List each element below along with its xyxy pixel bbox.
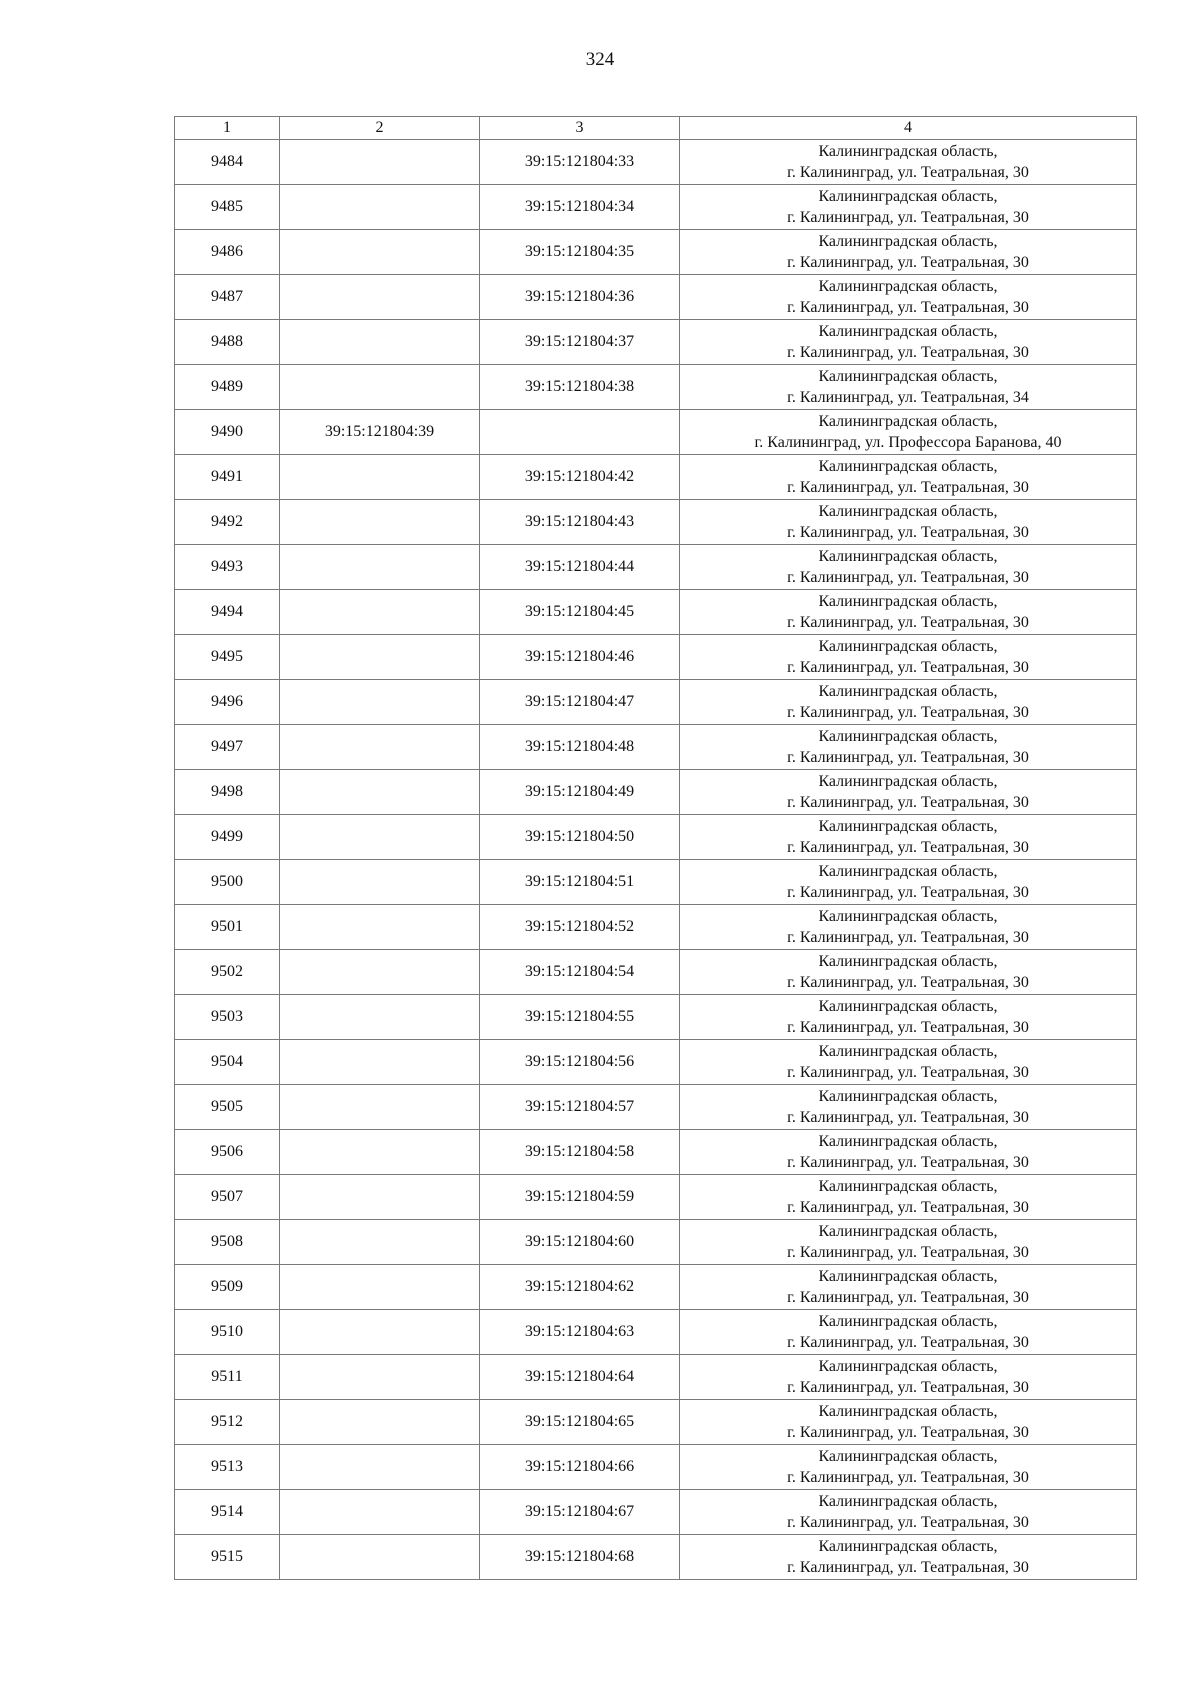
address-cell bbox=[680, 1220, 1137, 1265]
row-number: 9507 bbox=[175, 1175, 280, 1220]
row-number: 9501 bbox=[175, 905, 280, 950]
row-number: 9504 bbox=[175, 1040, 280, 1085]
address-street-line: г. Калининград, ул. Театральная, 30 bbox=[787, 254, 1029, 271]
address-street-line: г. Калининград, ул. Театральная, 30 bbox=[787, 344, 1029, 361]
cadastral-number-col3: 39:15:121804:68 bbox=[480, 1535, 680, 1580]
address-region-line: Калининградская область, bbox=[818, 1042, 998, 1060]
cadastral-number-col2 bbox=[280, 1265, 480, 1310]
table-row bbox=[175, 1130, 1137, 1175]
address-region-line: Калининградская область, bbox=[818, 1222, 998, 1240]
cadastral-number-col3: 39:15:121804:64 bbox=[480, 1355, 680, 1400]
table-row bbox=[175, 950, 1137, 995]
address-region-line: Калининградская область, bbox=[818, 1267, 998, 1285]
row-number: 9490 bbox=[175, 410, 280, 455]
address-region-line: Калининградская область, bbox=[818, 637, 998, 655]
cadastral-number-col2 bbox=[280, 1085, 480, 1130]
address-cell bbox=[680, 410, 1137, 455]
row-number: 9485 bbox=[175, 185, 280, 230]
table-row bbox=[175, 1490, 1137, 1535]
cadastral-number-col2 bbox=[280, 860, 480, 905]
cadastral-number-col3: 39:15:121804:49 bbox=[480, 770, 680, 815]
address-street-line: г. Калининград, ул. Театральная, 30 bbox=[787, 1064, 1029, 1081]
table-row bbox=[175, 1175, 1137, 1220]
address-street-line: г. Калининград, ул. Профессора Баранова, 40 bbox=[754, 434, 1062, 451]
cadastral-number-col2 bbox=[280, 1130, 480, 1175]
address-cell bbox=[680, 1310, 1137, 1355]
address-cell bbox=[680, 860, 1137, 905]
cadastral-number-col3: 39:15:121804:37 bbox=[480, 320, 680, 365]
row-number: 9493 bbox=[175, 545, 280, 590]
cadastral-number-col2 bbox=[280, 770, 480, 815]
address-region-line: Калининградская область, bbox=[818, 1177, 998, 1195]
cadastral-number-col3: 39:15:121804:67 bbox=[480, 1490, 680, 1535]
address-street-line: г. Калининград, ул. Театральная, 30 bbox=[787, 164, 1029, 181]
cadastral-number-col3: 39:15:121804:65 bbox=[480, 1400, 680, 1445]
cadastral-number-col2 bbox=[280, 680, 480, 725]
address-cell bbox=[680, 545, 1137, 590]
cadastral-number-col3: 39:15:121804:66 bbox=[480, 1445, 680, 1490]
registry-table-body bbox=[175, 117, 1137, 1580]
address-cell bbox=[680, 680, 1137, 725]
cadastral-number-col3: 39:15:121804:36 bbox=[480, 275, 680, 320]
address-region-line: Калининградская область, bbox=[818, 1447, 998, 1465]
cadastral-number-col3: 39:15:121804:50 bbox=[480, 815, 680, 860]
cadastral-number-col3: 39:15:121804:56 bbox=[480, 1040, 680, 1085]
cadastral-number-col2 bbox=[280, 1040, 480, 1085]
address-cell bbox=[680, 950, 1137, 995]
cadastral-number-col2 bbox=[280, 1220, 480, 1265]
row-number: 9498 bbox=[175, 770, 280, 815]
table-row bbox=[175, 590, 1137, 635]
address-cell bbox=[680, 1535, 1137, 1580]
address-cell bbox=[680, 320, 1137, 365]
address-region-line: Калининградская область, bbox=[818, 322, 998, 340]
address-region-line: Калининградская область, bbox=[818, 277, 998, 295]
cadastral-number-col2 bbox=[280, 365, 480, 410]
row-number: 9488 bbox=[175, 320, 280, 365]
table-row bbox=[175, 1085, 1137, 1130]
cadastral-number-col2: 39:15:121804:39 bbox=[280, 410, 480, 455]
address-street-line: г. Калининград, ул. Театральная, 30 bbox=[787, 1469, 1029, 1486]
row-number: 9486 bbox=[175, 230, 280, 275]
cadastral-number-col3: 39:15:121804:44 bbox=[480, 545, 680, 590]
cadastral-number-col3 bbox=[480, 410, 680, 455]
table-row bbox=[175, 860, 1137, 905]
cadastral-number-col3: 39:15:121804:54 bbox=[480, 950, 680, 995]
row-number: 9513 bbox=[175, 1445, 280, 1490]
row-number: 9515 bbox=[175, 1535, 280, 1580]
cadastral-number-col3: 39:15:121804:59 bbox=[480, 1175, 680, 1220]
address-cell bbox=[680, 1130, 1137, 1175]
address-street-line: г. Калининград, ул. Театральная, 30 bbox=[787, 884, 1029, 901]
address-cell bbox=[680, 1445, 1137, 1490]
address-street-line: г. Калининград, ул. Театральная, 30 bbox=[787, 974, 1029, 991]
address-region-line: Калининградская область, bbox=[818, 1087, 998, 1105]
table-row bbox=[175, 1400, 1137, 1445]
address-cell bbox=[680, 1085, 1137, 1130]
cadastral-number-col2 bbox=[280, 185, 480, 230]
row-number: 9491 bbox=[175, 455, 280, 500]
table-row bbox=[175, 320, 1137, 365]
address-street-line: г. Калининград, ул. Театральная, 34 bbox=[787, 389, 1029, 406]
address-street-line: г. Калининград, ул. Театральная, 30 bbox=[787, 749, 1029, 766]
cadastral-number-col2 bbox=[280, 635, 480, 680]
cadastral-number-col2 bbox=[280, 1535, 480, 1580]
cadastral-number-col2 bbox=[280, 1490, 480, 1535]
address-region-line: Калининградская область, bbox=[818, 682, 998, 700]
address-region-line: Калининградская область, bbox=[818, 862, 998, 880]
table-row bbox=[175, 635, 1137, 680]
cadastral-number-col3: 39:15:121804:45 bbox=[480, 590, 680, 635]
cadastral-number-col3: 39:15:121804:57 bbox=[480, 1085, 680, 1130]
address-street-line: г. Калининград, ул. Театральная, 30 bbox=[787, 1334, 1029, 1351]
address-region-line: Калининградская область, bbox=[818, 1402, 998, 1420]
table-row bbox=[175, 1355, 1137, 1400]
cadastral-number-col3: 39:15:121804:48 bbox=[480, 725, 680, 770]
address-cell bbox=[680, 230, 1137, 275]
address-street-line: г. Калининград, ул. Театральная, 30 bbox=[787, 299, 1029, 316]
address-street-line: г. Калининград, ул. Театральная, 30 bbox=[787, 479, 1029, 496]
address-street-line: г. Калининград, ул. Театральная, 30 bbox=[787, 1019, 1029, 1036]
table-row bbox=[175, 230, 1137, 275]
page-number: 324 bbox=[585, 49, 615, 70]
table-row bbox=[175, 1040, 1137, 1085]
row-number: 9512 bbox=[175, 1400, 280, 1445]
column-number-1: 1 bbox=[175, 117, 280, 140]
cadastral-number-col2 bbox=[280, 815, 480, 860]
row-number: 9494 bbox=[175, 590, 280, 635]
address-cell bbox=[680, 1265, 1137, 1310]
cadastral-number-col3: 39:15:121804:55 bbox=[480, 995, 680, 1040]
table-row bbox=[175, 185, 1137, 230]
address-region-line: Калининградская область, bbox=[818, 772, 998, 790]
cadastral-number-col2 bbox=[280, 545, 480, 590]
cadastral-number-col2 bbox=[280, 1445, 480, 1490]
cadastral-number-col3: 39:15:121804:38 bbox=[480, 365, 680, 410]
address-cell bbox=[680, 1400, 1137, 1445]
cadastral-number-col3: 39:15:121804:62 bbox=[480, 1265, 680, 1310]
address-cell bbox=[680, 635, 1137, 680]
cadastral-number-col2 bbox=[280, 455, 480, 500]
row-number: 9502 bbox=[175, 950, 280, 995]
cadastral-number-col3: 39:15:121804:60 bbox=[480, 1220, 680, 1265]
cadastral-number-col2 bbox=[280, 905, 480, 950]
address-street-line: г. Калининград, ул. Театральная, 30 bbox=[787, 1244, 1029, 1261]
cadastral-number-col2 bbox=[280, 230, 480, 275]
table-row bbox=[175, 770, 1137, 815]
address-cell bbox=[680, 500, 1137, 545]
registry-table bbox=[174, 116, 1137, 1580]
row-number: 9511 bbox=[175, 1355, 280, 1400]
cadastral-number-col2 bbox=[280, 950, 480, 995]
table-row bbox=[175, 1220, 1137, 1265]
table-row bbox=[175, 545, 1137, 590]
cadastral-number-col3: 39:15:121804:42 bbox=[480, 455, 680, 500]
address-street-line: г. Калининград, ул. Театральная, 30 bbox=[787, 1109, 1029, 1126]
address-region-line: Калининградская область, bbox=[818, 1357, 998, 1375]
row-number: 9499 bbox=[175, 815, 280, 860]
table-row bbox=[175, 815, 1137, 860]
cadastral-number-col2 bbox=[280, 590, 480, 635]
row-number: 9510 bbox=[175, 1310, 280, 1355]
address-region-line: Калининградская область, bbox=[818, 547, 998, 565]
cadastral-number-col2 bbox=[280, 1400, 480, 1445]
address-region-line: Калининградская область, bbox=[818, 367, 998, 385]
address-cell bbox=[680, 1175, 1137, 1220]
address-cell bbox=[680, 995, 1137, 1040]
column-number-row bbox=[175, 117, 1137, 140]
row-number: 9495 bbox=[175, 635, 280, 680]
row-number: 9505 bbox=[175, 1085, 280, 1130]
address-street-line: г. Калининград, ул. Театральная, 30 bbox=[787, 209, 1029, 226]
table-row bbox=[175, 140, 1137, 185]
address-cell bbox=[680, 140, 1137, 185]
row-number: 9503 bbox=[175, 995, 280, 1040]
address-cell bbox=[680, 725, 1137, 770]
cadastral-number-col2 bbox=[280, 995, 480, 1040]
address-cell bbox=[680, 770, 1137, 815]
row-number: 9509 bbox=[175, 1265, 280, 1310]
address-street-line: г. Калининград, ул. Театральная, 30 bbox=[787, 1154, 1029, 1171]
cadastral-number-col3: 39:15:121804:33 bbox=[480, 140, 680, 185]
row-number: 9514 bbox=[175, 1490, 280, 1535]
column-number-4: 4 bbox=[680, 117, 1137, 140]
address-street-line: г. Калининград, ул. Театральная, 30 bbox=[787, 614, 1029, 631]
cadastral-number-col3: 39:15:121804:58 bbox=[480, 1130, 680, 1175]
cadastral-number-col2 bbox=[280, 140, 480, 185]
table-row bbox=[175, 410, 1137, 455]
column-number-2: 2 bbox=[280, 117, 480, 140]
cadastral-number-col2 bbox=[280, 320, 480, 365]
table-row bbox=[175, 1445, 1137, 1490]
cadastral-number-col3: 39:15:121804:35 bbox=[480, 230, 680, 275]
row-number: 9487 bbox=[175, 275, 280, 320]
cadastral-number-col3: 39:15:121804:63 bbox=[480, 1310, 680, 1355]
table-row bbox=[175, 1310, 1137, 1355]
row-number: 9484 bbox=[175, 140, 280, 185]
cadastral-number-col2 bbox=[280, 725, 480, 770]
table-row bbox=[175, 725, 1137, 770]
address-region-line: Калининградская область, bbox=[818, 817, 998, 835]
row-number: 9496 bbox=[175, 680, 280, 725]
cadastral-number-col3: 39:15:121804:46 bbox=[480, 635, 680, 680]
table-row bbox=[175, 275, 1137, 320]
address-cell bbox=[680, 1040, 1137, 1085]
table-row bbox=[175, 680, 1137, 725]
address-cell bbox=[680, 185, 1137, 230]
address-cell bbox=[680, 590, 1137, 635]
address-region-line: Калининградская область, bbox=[818, 1492, 998, 1510]
row-number: 9489 bbox=[175, 365, 280, 410]
cadastral-number-col3: 39:15:121804:52 bbox=[480, 905, 680, 950]
table-row bbox=[175, 1265, 1137, 1310]
address-cell bbox=[680, 365, 1137, 410]
address-street-line: г. Калининград, ул. Театральная, 30 bbox=[787, 1424, 1029, 1441]
cadastral-number-col3: 39:15:121804:34 bbox=[480, 185, 680, 230]
column-number-3: 3 bbox=[480, 117, 680, 140]
address-region-line: Калининградская область, bbox=[818, 907, 998, 925]
address-region-line: Калининградская область, bbox=[818, 592, 998, 610]
cadastral-number-col2 bbox=[280, 1175, 480, 1220]
address-street-line: г. Калининград, ул. Театральная, 30 bbox=[787, 1559, 1029, 1576]
address-street-line: г. Калининград, ул. Театральная, 30 bbox=[787, 704, 1029, 721]
address-region-line: Калининградская область, bbox=[818, 1132, 998, 1150]
address-street-line: г. Калининград, ул. Театральная, 30 bbox=[787, 839, 1029, 856]
row-number: 9506 bbox=[175, 1130, 280, 1175]
address-street-line: г. Калининград, ул. Театральная, 30 bbox=[787, 929, 1029, 946]
address-region-line: Калининградская область, bbox=[818, 1312, 998, 1330]
row-number: 9497 bbox=[175, 725, 280, 770]
row-number: 9508 bbox=[175, 1220, 280, 1265]
address-region-line: Калининградская область, bbox=[818, 187, 998, 205]
address-street-line: г. Калининград, ул. Театральная, 30 bbox=[787, 1379, 1029, 1396]
address-region-line: Калининградская область, bbox=[818, 952, 998, 970]
row-number: 9492 bbox=[175, 500, 280, 545]
address-street-line: г. Калининград, ул. Театральная, 30 bbox=[787, 524, 1029, 541]
address-cell bbox=[680, 1355, 1137, 1400]
address-region-line: Калининградская область, bbox=[818, 502, 998, 520]
cadastral-number-col3: 39:15:121804:43 bbox=[480, 500, 680, 545]
address-cell bbox=[680, 905, 1137, 950]
address-region-line: Калининградская область, bbox=[818, 727, 998, 745]
address-street-line: г. Калининград, ул. Театральная, 30 bbox=[787, 569, 1029, 586]
address-cell bbox=[680, 275, 1137, 320]
address-region-line: Калининградская область, bbox=[818, 412, 998, 430]
table-row bbox=[175, 995, 1137, 1040]
address-region-line: Калининградская область, bbox=[818, 142, 998, 160]
address-street-line: г. Калининград, ул. Театральная, 30 bbox=[787, 1514, 1029, 1531]
address-street-line: г. Калининград, ул. Театральная, 30 bbox=[787, 794, 1029, 811]
address-region-line: Калининградская область, bbox=[818, 1537, 998, 1555]
address-street-line: г. Калининград, ул. Театральная, 30 bbox=[787, 659, 1029, 676]
cadastral-number-col2 bbox=[280, 1355, 480, 1400]
cadastral-number-col2 bbox=[280, 500, 480, 545]
address-street-line: г. Калининград, ул. Театральная, 30 bbox=[787, 1289, 1029, 1306]
cadastral-number-col2 bbox=[280, 275, 480, 320]
cadastral-number-col2 bbox=[280, 1310, 480, 1355]
address-cell bbox=[680, 1490, 1137, 1535]
address-street-line: г. Калининград, ул. Театральная, 30 bbox=[787, 1199, 1029, 1216]
address-cell bbox=[680, 815, 1137, 860]
table-row bbox=[175, 365, 1137, 410]
row-number: 9500 bbox=[175, 860, 280, 905]
address-region-line: Калининградская область, bbox=[818, 997, 998, 1015]
table-row bbox=[175, 905, 1137, 950]
table-row bbox=[175, 1535, 1137, 1580]
address-region-line: Калининградская область, bbox=[818, 457, 998, 475]
address-cell bbox=[680, 455, 1137, 500]
address-region-line: Калининградская область, bbox=[818, 232, 998, 250]
table-row bbox=[175, 455, 1137, 500]
cadastral-number-col3: 39:15:121804:51 bbox=[480, 860, 680, 905]
cadastral-number-col3: 39:15:121804:47 bbox=[480, 680, 680, 725]
table-row bbox=[175, 500, 1137, 545]
